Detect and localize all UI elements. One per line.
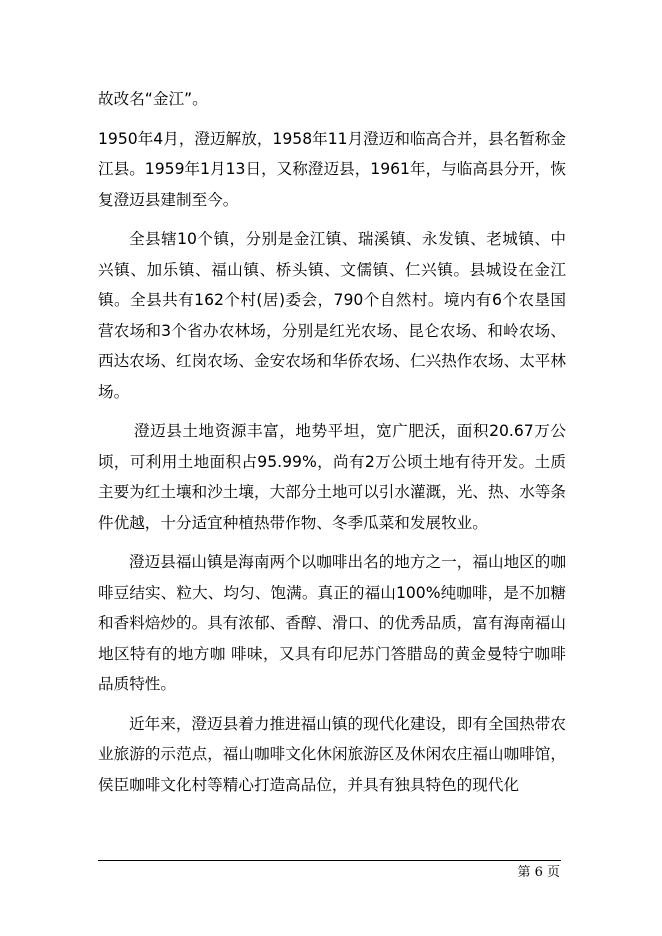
paragraph-modernization: 近年来，澄迈县着力推进福山镇的现代化建设，即有全国热带农业旅游的示范点，福山咖啡文化休闲旅游区及休闲农庄福山咖啡馆，侯臣咖啡文化村等精心打造高品位，并具有独具特色的现代化: [98, 714, 566, 794]
paragraph-name-change: 故改名“金江”。: [98, 90, 208, 108]
paragraph-land-resources: 澄迈县土地资源丰富，地势平坦，宽广肥沃，面积20.67万公顷，可利用土地面积占95.99%，尚有2万公顷土地有待开发。土质主要为红土壤和沙土壤，大部分土地可以引水灌溉，光、热、水等条件优越，十分适宜种植热带作物、冬季瓜菜和发展牧业。: [98, 422, 566, 532]
footer-divider: [98, 860, 561, 861]
paragraph-fushan-coffee: 澄迈县福山镇是海南两个以咖啡出名的地方之一，福山地区的咖啡豆结实、粒大、均匀、饱满。真正的福山100%纯咖啡，是不加糖和香料焙炒的。具有浓郁、香醇、滑口、的优秀品质，富有海南福山地区特有的地方咖 啡味，又具有印尼苏门答腊岛的黄金曼特宁咖啡品质特性。: [98, 553, 566, 693]
body-text: [98, 84, 566, 809]
paragraph-administrative-divisions: 全县辖10个镇，分别是金江镇、瑞溪镇、永发镇、老城镇、中兴镇、加乐镇、福山镇、桥头镇、文儒镇、仁兴镇。县城设在金江镇。全县共有162个村(居)委会，790个自然村。境内有6个农垦国营农场和3个省办农林场，分别是红光农场、昆仑农场、和岭农场、西达农场、红岗农场、金安农场和华侨农场、仁兴热作农场、太平林场。: [98, 230, 566, 401]
page-number: 第 6 页: [517, 865, 560, 880]
paragraph-history: 1950年4月，澄迈解放，1958年11月澄迈和临高合并，县名暂称金江县。1959年1月13日，又称澄迈县，1961年，与临高县分开，恢复澄迈县建制至今。: [98, 129, 566, 209]
